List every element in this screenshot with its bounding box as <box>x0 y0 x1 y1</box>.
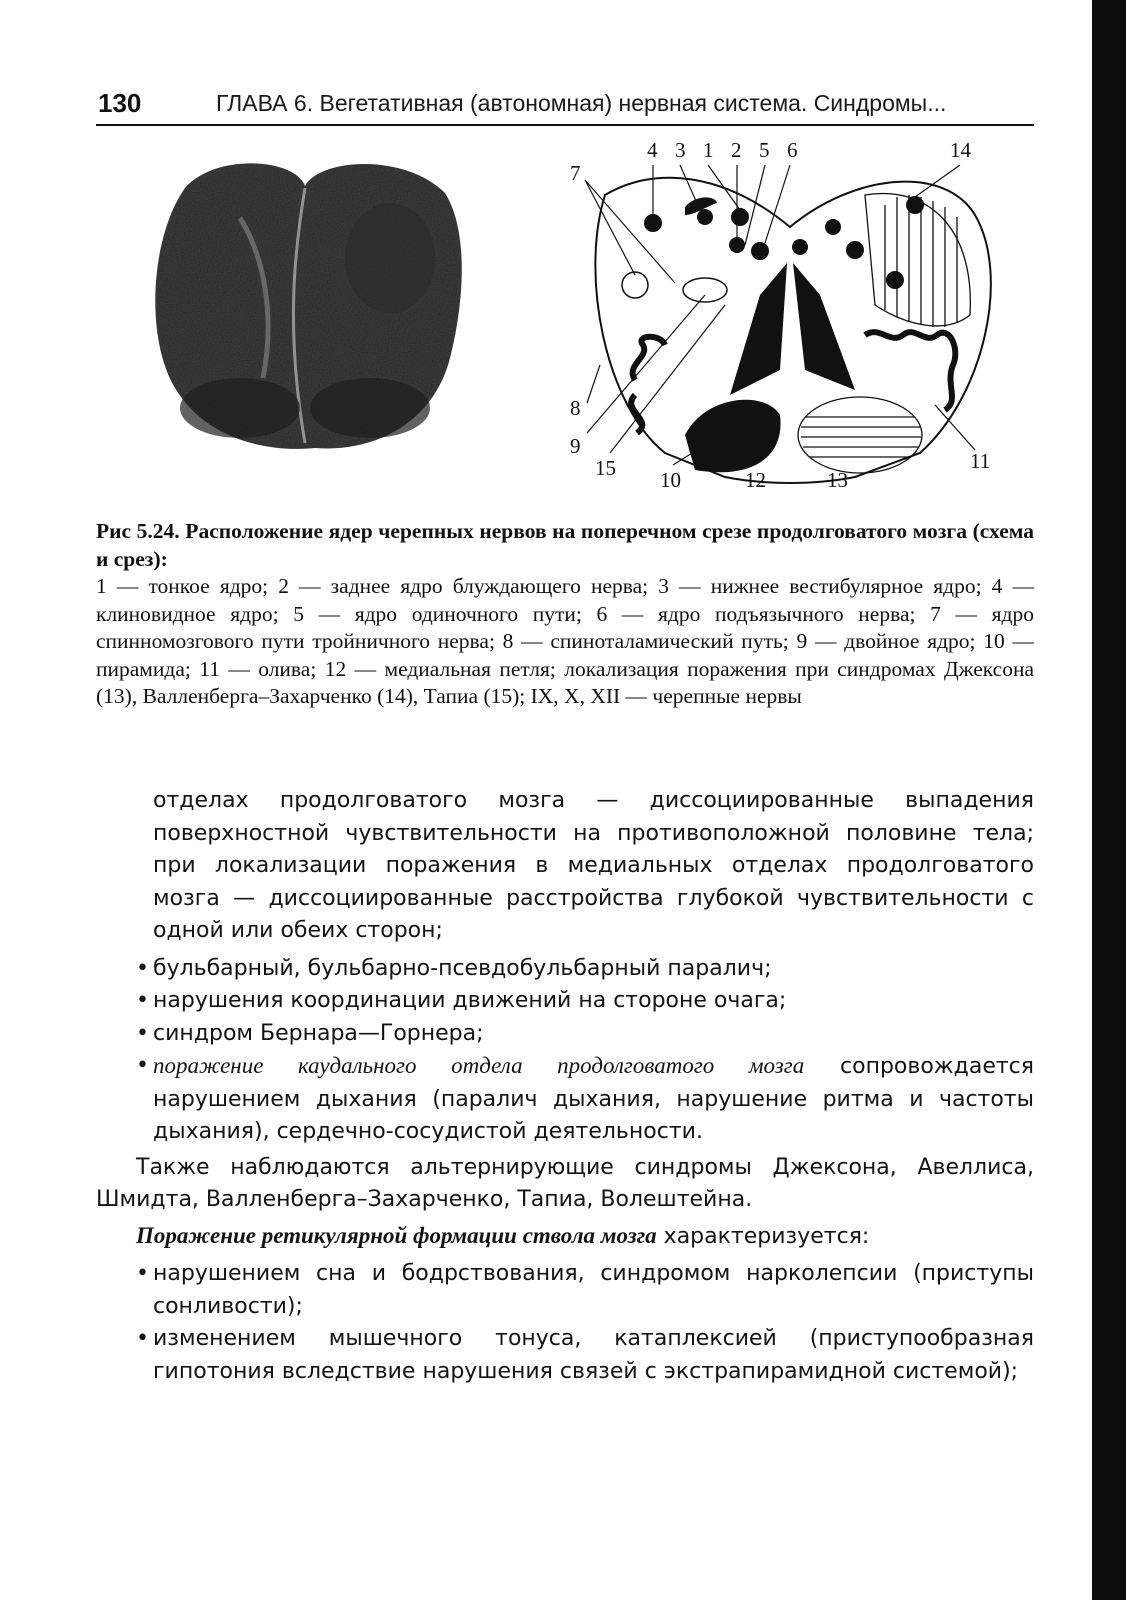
figure-label: 3 <box>675 138 686 162</box>
reticular-list <box>96 1258 1034 1388</box>
page-header <box>96 86 1034 126</box>
list-item-text: сопровождается нарушением дыхания (паралич дыхания, нарушение ритма и частоты дыхания), сердечно-сосудистой деятельности. <box>153 1054 1034 1144</box>
figure-label: 5 <box>759 138 770 162</box>
body-text <box>96 785 1034 1388</box>
scan-edge-shadow <box>1092 0 1126 1600</box>
list-item <box>136 1050 1034 1149</box>
italic-term: поражение каудального отдела продолговатого мозга <box>153 1053 805 1078</box>
symptom-list <box>96 953 1034 1149</box>
continuation-paragraph: отделах продолговатого мозга — диссоциированные выпадения поверхностной чувствительности на противоположной половине тела; при локализации поражения в медиальных отделах продолговатого мозга — диссоциированные расстройства глубокой чувствительности с одной или обеих сторон; <box>153 788 1034 943</box>
figure-label: 4 <box>647 138 658 162</box>
figure-caption <box>96 518 1034 711</box>
figure-label: 14 <box>950 138 971 162</box>
paragraph: Также наблюдаются альтернирующие синдромы Джексона, Авеллиса, Шмидта, Валленберга–Захарченко, Тапиа, Волештейна. <box>96 1154 1034 1212</box>
figure-label: 12 <box>745 468 766 492</box>
list-item: • нарушения координации движений на стороне очага; <box>136 985 1034 1018</box>
list-item: • синдром Бернара—Горнера; <box>136 1018 1034 1051</box>
list-item: • бульбарный, бульбарно-псевдобульбарный паралич; <box>136 953 1034 986</box>
figure-label: 9 <box>570 434 581 458</box>
page-number: 130 <box>98 88 142 118</box>
figure-label: 11 <box>970 449 991 473</box>
paragraph <box>96 1220 1034 1254</box>
figure-title: Рис 5.24. Расположение ядер черепных нервов на поперечном срезе продолговатого мозга (схема и срез): <box>96 519 1034 571</box>
medulla-section-photo <box>145 148 465 466</box>
figure-label: 8 <box>570 396 581 420</box>
figure-label: 10 <box>660 468 681 492</box>
paragraph-text: характеризуется: <box>656 1223 870 1249</box>
figure-label: 6 <box>787 138 798 162</box>
figure-label: 7 <box>570 161 581 185</box>
list-item: • изменением мышечного тонуса, катаплексией (приступообразная гипотония вследствие нарушения связей с экстрапирамидной системой); <box>136 1323 1034 1388</box>
medulla-nuclei-diagram <box>565 135 1025 505</box>
figure-legend: 1 — тонкое ядро; 2 — заднее ядро блуждающего нерва; 3 — нижнее вестибулярное ядро; 4 — клиновидное ядро; 5 — ядро одиночного пути; 6 — ядро подъязычного нерва; 7 — ядро спинномозгового пути тройничного нерва; 8 — спиноталамический путь; 9 — двойное ядро; 10 — пирамида; 11 — олива; 12 — медиальная петля; локализация поражения при синдромах Джексона (13), Валленберга–Захарченко (14), Тапиа (15); IX, X, XII — черепные нервы <box>96 574 1034 708</box>
figure-label: 1 <box>703 138 714 162</box>
bold-italic-term: Поражение ретикулярной формации ствола мозга <box>136 1222 657 1248</box>
figure-label: 2 <box>731 138 742 162</box>
list-item: • нарушением сна и бодрствования, синдромом нарколепсии (приступы сонливости); <box>136 1258 1034 1323</box>
figure-label: 15 <box>595 456 616 480</box>
figure-label: 13 <box>827 468 848 492</box>
running-title: ГЛАВА 6. Вегетативная (автономная) нервная система. Синдромы... <box>216 90 947 116</box>
